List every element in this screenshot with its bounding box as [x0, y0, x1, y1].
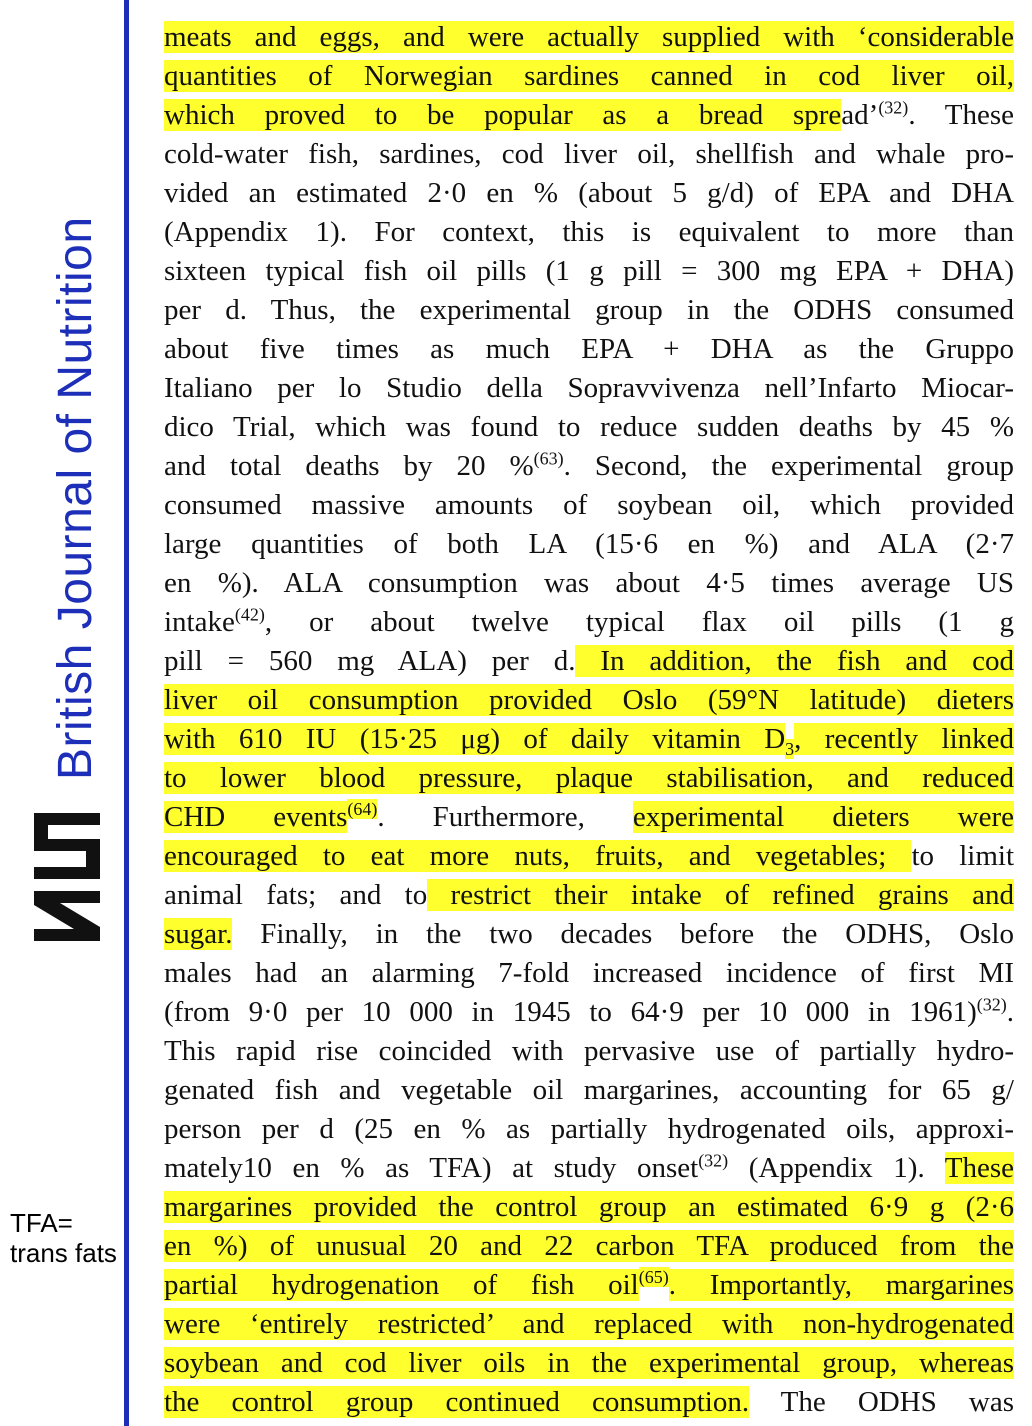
text-line	[164, 525, 1014, 564]
text-run: dico Trial, which was found to reduce sudden deaths by 45 %	[164, 411, 1014, 443]
highlighted-text: (64)	[347, 799, 378, 820]
text-line	[164, 408, 1014, 447]
text-run: . Furthermore,	[377, 801, 633, 833]
highlighted-text: In addition, the fish and cod	[575, 645, 1014, 677]
text-run: per d. Thus, the experimental group in the ODHS consumed	[164, 294, 1014, 326]
highlighted-text: which proved to be popular as a bread spre	[164, 99, 842, 131]
text-run: ad’	[841, 99, 879, 131]
text-line	[164, 876, 1014, 915]
highlighted-text: were ‘entirely restricted’ and replaced with non-hydrogenated	[164, 1308, 1014, 1340]
text-run: about five times as much EPA + DHA as the Gruppo	[164, 333, 1014, 365]
text-line	[164, 798, 1014, 837]
text-line	[164, 1305, 1014, 1344]
text-run: genated fish and vegetable oil margarines, accounting for 65 g/	[164, 1074, 1014, 1106]
text-run: consumed massive amounts of soybean oil, which provided	[164, 489, 1014, 521]
text-line	[164, 681, 1014, 720]
text-run: animal fats; and to	[164, 879, 428, 911]
text-line	[164, 1110, 1014, 1149]
highlighted-text: CHD events	[164, 801, 348, 833]
highlighted-text: . Importantly, margarines	[668, 1269, 1015, 1301]
highlighted-text: partial hydrogenation of fish oil	[164, 1269, 639, 1301]
text-line	[164, 954, 1014, 993]
highlighted-text: (65)	[638, 1267, 669, 1288]
text-line	[164, 369, 1014, 408]
text-run: to limit	[911, 840, 1014, 872]
text-run: . Second, the experimental group	[563, 450, 1014, 482]
text-run: vided an estimated 2·0 en % (about 5 g/d) of EPA and DHA	[164, 177, 1014, 209]
sidebar-rule	[124, 0, 129, 1426]
text-run: sixteen typical fish oil pills (1 g pill = 300 mg EPA + DHA)	[164, 255, 1014, 287]
text-line	[164, 447, 1014, 486]
text-run: (32)	[698, 1150, 729, 1171]
text-run: (32)	[878, 97, 909, 118]
text-run: person per d (25 en % as partially hydrogenated oils, approxi-	[164, 1113, 1014, 1145]
text-line	[164, 96, 1014, 135]
text-run: (42)	[234, 604, 265, 625]
text-line	[164, 57, 1014, 96]
text-line	[164, 330, 1014, 369]
journal-logo	[28, 805, 112, 945]
text-run: large quantities of both LA (15·6 en %) and ALA (2·7	[164, 528, 1014, 560]
highlighted-text: , recently linked	[794, 723, 1014, 755]
journal-title: British Journal of Nutrition	[49, 216, 102, 780]
text-run: en %). ALA consumption was about 4·5 times average US	[164, 567, 1014, 599]
highlighted-text: restrict their intake of refined grains and	[427, 879, 1014, 911]
text-line	[164, 213, 1014, 252]
highlighted-text: 3	[785, 738, 795, 759]
text-run: mately10 en % as TFA) at study onset	[164, 1152, 699, 1184]
margin-note-line-1: TFA=	[10, 1208, 73, 1238]
text-run: (63)	[533, 448, 564, 469]
text-run: intake	[164, 606, 235, 638]
text-line	[164, 1032, 1014, 1071]
highlighted-text: quantities of Norwegian sardines canned in cod liver oil,	[164, 60, 1014, 92]
highlighted-text: encouraged to eat more nuts, fruits, and vegetables;	[164, 840, 912, 872]
text-run: and total deaths by 20 %	[164, 450, 534, 482]
highlighted-text: en %) of unusual 20 and 22 carbon TFA produced from the	[164, 1230, 1014, 1262]
text-line	[164, 720, 1014, 759]
highlighted-text: soybean and cod liver oils in the experimental group, whereas	[164, 1347, 1014, 1379]
highlighted-text: to lower blood pressure, plaque stabilisation, and reduced	[164, 762, 1014, 794]
text-line	[164, 252, 1014, 291]
highlighted-text: with 610 IU (15·25 μg) of daily vitamin D	[164, 723, 786, 755]
text-run: (Appendix 1).	[728, 1152, 945, 1184]
text-run: (32)	[976, 994, 1007, 1015]
highlighted-text: These	[944, 1152, 1014, 1184]
highlighted-text: sugar.	[164, 918, 233, 950]
text-run: cold-water fish, sardines, cod liver oil, shellfish and whale pro-	[164, 138, 1014, 170]
text-run: Italiano per lo Studio della Sopravvivenza nell’Infarto Miocar-	[164, 372, 1014, 404]
text-run: Finally, in the two decades before the ODHS, Oslo	[232, 918, 1014, 950]
text-line	[164, 642, 1014, 681]
highlighted-text: margarines provided the control group an estimated 6·9 g (2·6	[164, 1191, 1014, 1223]
text-line	[164, 603, 1014, 642]
text-line	[164, 1071, 1014, 1110]
highlighted-text: experimental dieters were	[632, 801, 1014, 833]
text-line	[164, 18, 1014, 57]
text-line	[164, 759, 1014, 798]
article-body-text	[164, 18, 1014, 1422]
highlighted-text: meats and eggs, and were actually supplied with ‘considerable	[164, 21, 1014, 53]
text-line	[164, 135, 1014, 174]
margin-note-line-2: trans fats	[10, 1238, 117, 1268]
text-line	[164, 837, 1014, 876]
text-run: . These	[908, 99, 1014, 131]
text-line	[164, 1383, 1014, 1422]
text-run: , or about twelve typical flax oil pills (1 g	[264, 606, 1014, 638]
text-run: males had an alarming 7-fold increased incidence of first MI	[164, 957, 1014, 989]
text-run: (from 9·0 per 10 000 in 1945 to 64·9 per 10 000 in 1961)	[164, 996, 977, 1028]
text-run: This rapid rise coincided with pervasive use of partially hydro-	[164, 1035, 1014, 1067]
text-line	[164, 1266, 1014, 1305]
highlighted-text: liver oil consumption provided Oslo (59°N latitude) dieters	[164, 684, 1014, 716]
margin-note	[10, 1208, 117, 1268]
text-line	[164, 564, 1014, 603]
text-line	[164, 993, 1014, 1032]
text-line	[164, 291, 1014, 330]
text-line	[164, 1227, 1014, 1266]
text-line	[164, 1344, 1014, 1383]
highlighted-text: the control group continued consumption.	[164, 1386, 750, 1418]
text-line	[164, 1188, 1014, 1227]
text-line	[164, 1149, 1014, 1188]
text-line	[164, 174, 1014, 213]
text-line	[164, 915, 1014, 954]
text-run: pill = 560 mg ALA) per d.	[164, 645, 576, 677]
text-run: .	[1006, 996, 1014, 1028]
text-run: (Appendix 1). For context, this is equivalent to more than	[164, 216, 1014, 248]
text-run: The ODHS was	[749, 1386, 1014, 1418]
text-line	[164, 486, 1014, 525]
